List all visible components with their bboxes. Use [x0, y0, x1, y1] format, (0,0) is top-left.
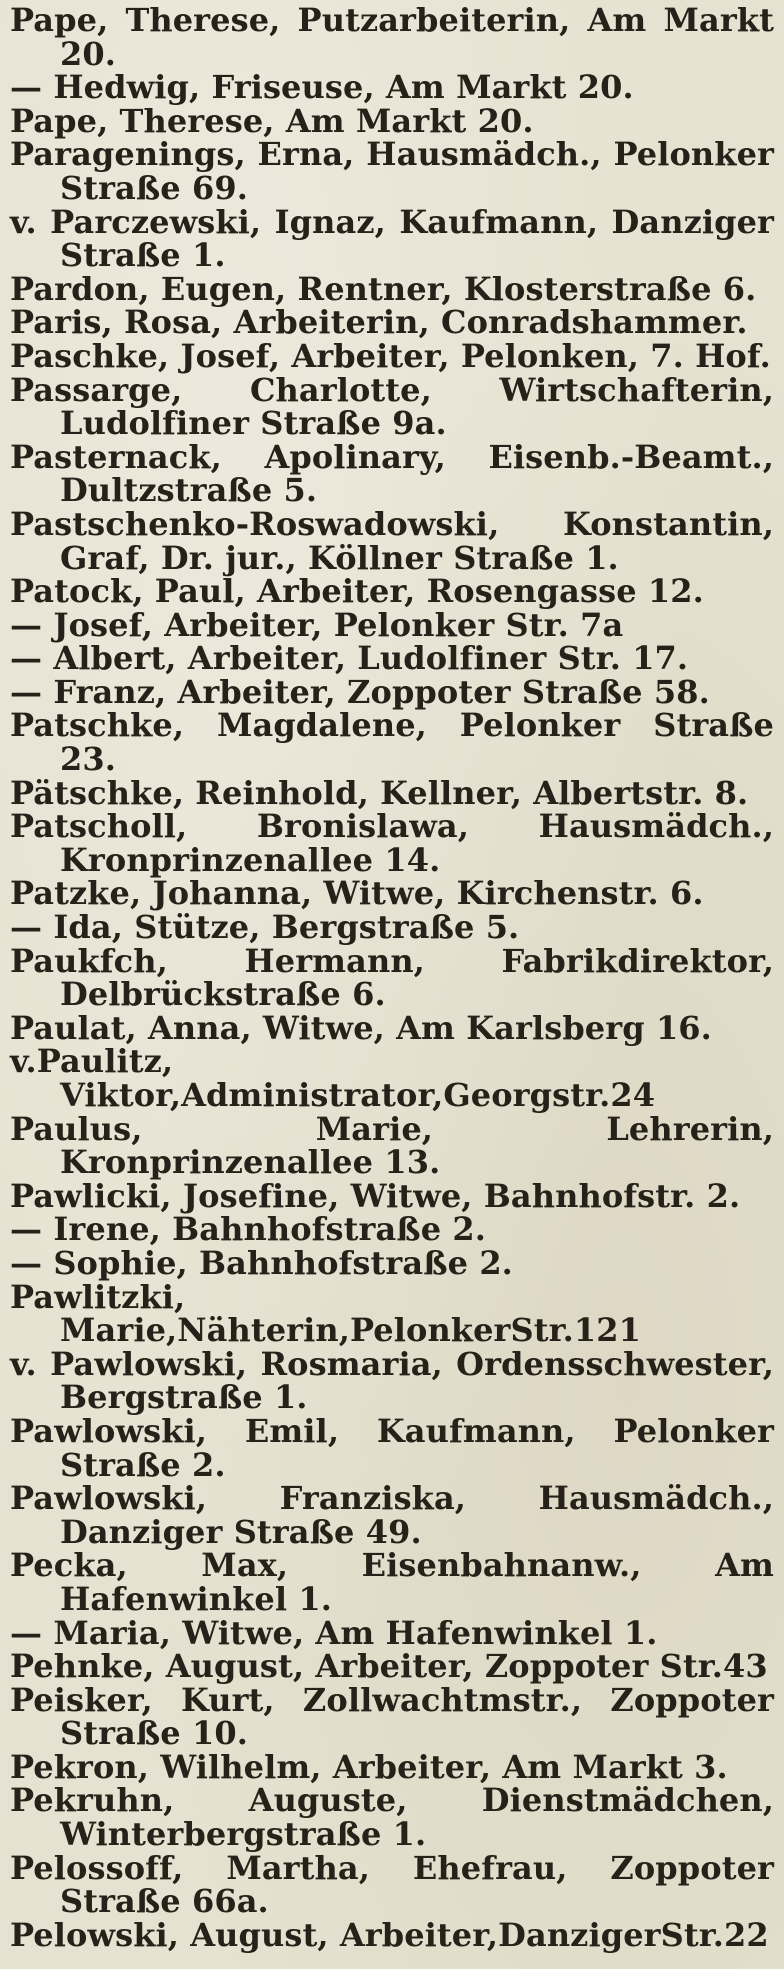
directory-entry: Patock, Paul, Arbeiter, Rosengasse 12.: [10, 572, 704, 611]
directory-entry: Pawlowski, Franziska, Hausmädch., Danziger Straße 49.: [10, 1479, 774, 1551]
directory-entry: Pasternack, Apolinary, Eisenb.-Beamt., Dultzstraße 5.: [10, 437, 774, 510]
directory-entry: Paukfch, Hermann, Fabrikdirektor, Delbrückstraße 6.: [10, 941, 774, 1014]
directory-entry: Pape, Therese, Am Markt 20.: [10, 101, 534, 140]
directory-entry: Pecka, Max, Eisenbahnanw., Am Hafenwinkel 1.: [10, 1546, 774, 1618]
directory-entry: Pastschenko-Roswadowski, Konstantin, Graf, Dr. jur., Köllner Straße 1.: [10, 504, 774, 577]
directory-entry: v. Parczewski, Ignaz, Kaufmann, Danziger Straße 1.: [10, 202, 774, 275]
directory-entry: Paschke, Josef, Arbeiter, Pelonken, 7. Hof.: [10, 336, 771, 375]
directory-entry: Patscholl, Bronislawa, Hausmädch., Kronprinzenallee 14.: [10, 807, 774, 879]
directory-entry: Paulus, Marie, Lehrerin, Kronprinzenallee 13.: [10, 1109, 774, 1182]
directory-entry: Patzke, Johanna, Witwe, Kirchenstr. 6.: [10, 874, 704, 913]
directory-entry: Pawlowski, Emil, Kaufmann, Pelonker Straße 2.: [10, 1411, 774, 1484]
directory-entry: Pätschke, Reinhold, Kellner, Albertstr. 8.: [10, 773, 749, 812]
directory-entry: — Maria, Witwe, Am Hafenwinkel 1.: [10, 1613, 658, 1652]
directory-entry: v.Paulitz, Viktor,Administrator,Georgstr.24: [10, 1042, 656, 1114]
directory-entry: Pape, Therese, Putzarbeiterin, Am Markt 20.: [10, 1, 774, 73]
directory-entry: Patschke, Magdalene, Pelonker Straße 23.: [10, 706, 774, 779]
directory-entry: — Sophie, Bahnhofstraße 2.: [10, 1243, 513, 1282]
directory-entry: — Hedwig, Friseuse, Am Markt 20.: [10, 68, 634, 107]
directory-entry: Pawlitzki, Marie,Nähterin,PelonkerStr.121: [10, 1277, 641, 1350]
directory-entry: Paragenings, Erna, Hausmädch., Pelonker Straße 69.: [10, 135, 774, 207]
directory-entry: Pekruhn, Auguste, Dienstmädchen, Winterbergstraße 1.: [10, 1781, 774, 1854]
directory-entry: Pelossoff, Martha, Ehefrau, Zoppoter Straße 66a.: [10, 1848, 774, 1921]
directory-entry: Pelowski, August, Arbeiter,DanzigerStr.22: [10, 1915, 769, 1954]
directory-entry: — Josef, Arbeiter, Pelonker Str. 7a: [10, 605, 624, 644]
address-directory-list: [10, 1, 774, 1954]
directory-entry: Paris, Rosa, Arbeiterin, Conradshammer.: [10, 303, 748, 342]
directory-entry: — Albert, Arbeiter, Ludolfiner Str. 17.: [10, 639, 689, 678]
directory-entry: Pardon, Eugen, Rentner, Klosterstraße 6.: [10, 269, 757, 308]
directory-entry: v. Pawlowski, Rosmaria, Ordensschwester, Bergstraße 1.: [10, 1344, 774, 1417]
directory-entry: Pawlicki, Josefine, Witwe, Bahnhofstr. 2.: [10, 1176, 741, 1215]
directory-entry: Peisker, Kurt, Zollwachtmstr., Zoppoter Straße 10.: [10, 1680, 774, 1753]
directory-entry: — Ida, Stütze, Bergstraße 5.: [10, 908, 520, 947]
directory-entry: Pekron, Wilhelm, Arbeiter, Am Markt 3.: [10, 1747, 728, 1786]
directory-entry: Passarge, Charlotte, Wirtschafterin, Ludolfiner Straße 9a.: [10, 370, 774, 443]
directory-entry: Pehnke, August, Arbeiter, Zoppoter Str.43: [10, 1647, 768, 1686]
directory-entry: — Irene, Bahnhofstraße 2.: [10, 1210, 487, 1249]
directory-entry: Paulat, Anna, Witwe, Am Karlsberg 16.: [10, 1008, 712, 1047]
directory-entry: — Franz, Arbeiter, Zoppoter Straße 58.: [10, 672, 710, 711]
